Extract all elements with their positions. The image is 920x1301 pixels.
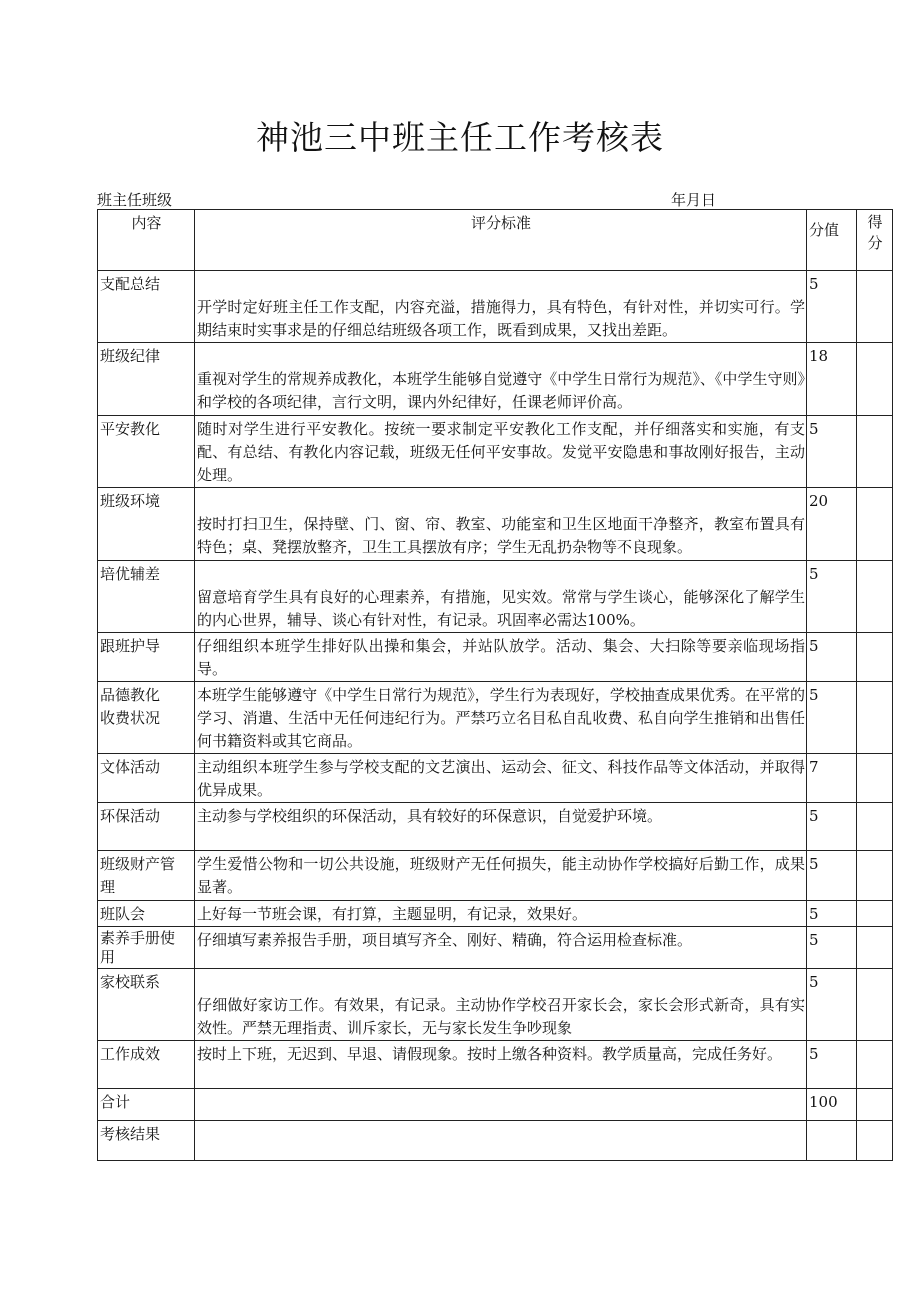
row-criteria: 留意培育学生具有良好的心理素养，有措施，见实效。常常与学生谈心，能够深化了解学生的内心世界，辅导、谈心有针对性，有记录。巩固率必需达100%。 xyxy=(195,561,807,633)
header-got: 得分 xyxy=(857,210,893,271)
row-score: 5 xyxy=(807,633,857,682)
row-criteria: 开学时定好班主任工作支配，内容充溢，措施得力，具有特色，有针对性，并切实可行。学期结束时实事求是的仔细总结班级各项工作，既看到成果，又找出差距。 xyxy=(195,271,807,343)
row-score: 5 xyxy=(807,416,857,488)
table-row xyxy=(98,343,893,416)
row-score: 7 xyxy=(807,754,857,803)
header-score: 分值 xyxy=(807,210,857,271)
row-criteria: 主动组织本班学生参与学校支配的文艺演出、运动会、征文、科技作品等文体活动，并取得优异成果。 xyxy=(195,754,807,803)
row-score: 5 xyxy=(807,901,857,927)
row-item: 班级环境 xyxy=(98,488,195,561)
row-criteria: 随时对学生进行平安教化。按统一要求制定平安教化工作支配，并仔细落实和实施，有支配、有总结、有教化内容记载，班级无任何平安事故。发觉平安隐患和事故刚好报告，主动处理。 xyxy=(195,416,807,488)
row-criteria: 主动参与学校组织的环保活动，具有较好的环保意识，自觉爱护环境。 xyxy=(195,803,807,851)
row-criteria xyxy=(195,1089,807,1121)
row-item: 文体活动 xyxy=(98,754,195,803)
header-criteria: 评分标准 xyxy=(195,210,807,271)
row-criteria: 本班学生能够遵守《中学生日常行为规范》，学生行为表现好，学校抽查成果优秀。在平常的学习、消遣、生活中无任何违纪行为。严禁巧立名目私自乱收费、私自向学生推销和出售任何书籍资料或其它商品。 xyxy=(195,682,807,754)
row-got xyxy=(857,927,893,969)
table-row xyxy=(98,1121,893,1161)
row-score: 100 xyxy=(807,1089,857,1121)
table-row xyxy=(98,1089,893,1121)
row-got xyxy=(857,754,893,803)
row-item: 环保活动 xyxy=(98,803,195,851)
table-row xyxy=(98,969,893,1041)
row-criteria xyxy=(195,1121,807,1161)
row-got xyxy=(857,851,893,901)
row-item: 工作成效 xyxy=(98,1041,195,1089)
header-content: 内容 xyxy=(98,210,195,271)
row-criteria: 上好每一节班会课，有打算，主题显明，有记录，效果好。 xyxy=(195,901,807,927)
row-item: 班级纪律 xyxy=(98,343,195,416)
table-row xyxy=(98,851,893,901)
row-criteria: 仔细做好家访工作。有效果，有记录。主动协作学校召开家长会，家长会形式新奇，具有实效性。严禁无理指责、训斥家长，无与家长发生争吵现象 xyxy=(195,969,807,1041)
row-item: 支配总结 xyxy=(98,271,195,343)
row-item: 班级财产管理 xyxy=(98,851,195,901)
row-got xyxy=(857,488,893,561)
row-score xyxy=(807,1121,857,1161)
table-row xyxy=(98,633,893,682)
row-score: 5 xyxy=(807,271,857,343)
table-row xyxy=(98,271,893,343)
row-score: 5 xyxy=(807,927,857,969)
table-row xyxy=(98,803,893,851)
table-row xyxy=(98,561,893,633)
evaluation-table xyxy=(97,209,893,1161)
row-got xyxy=(857,416,893,488)
row-score: 5 xyxy=(807,561,857,633)
row-got xyxy=(857,561,893,633)
row-item: 跟班护导 xyxy=(98,633,195,682)
row-criteria: 仔细组织本班学生排好队出操和集会，并站队放学。活动、集会、大扫除等要亲临现场指导。 xyxy=(195,633,807,682)
row-item: 素养手册使用 xyxy=(98,927,195,969)
row-score: 5 xyxy=(807,682,857,754)
row-score: 5 xyxy=(807,1041,857,1089)
row-criteria: 重视对学生的常规养成教化，本班学生能够自觉遵守《中学生日常行为规范》、《中学生守则》和学校的各项纪律，言行文明，课内外纪律好，任课老师评价高。 xyxy=(195,343,807,416)
row-score: 5 xyxy=(807,803,857,851)
row-criteria: 按时打扫卫生，保持壁、门、窗、帘、教室、功能室和卫生区地面干净整齐，教室布置具有特色；桌、凳摆放整齐，卫生工具摆放有序；学生无乱扔杂物等不良现象。 xyxy=(195,488,807,561)
teacher-class-label: 班主任班级 xyxy=(97,191,173,209)
row-item: 品德教化收费状况 xyxy=(98,682,195,754)
row-got xyxy=(857,901,893,927)
row-item: 家校联系 xyxy=(98,969,195,1041)
table-row xyxy=(98,1041,893,1089)
row-got xyxy=(857,343,893,416)
row-item: 培优辅差 xyxy=(98,561,195,633)
row-got xyxy=(857,1041,893,1089)
row-item: 考核结果 xyxy=(98,1121,195,1161)
table-row xyxy=(98,901,893,927)
table-header-row xyxy=(98,210,893,271)
row-got xyxy=(857,633,893,682)
row-got xyxy=(857,1121,893,1161)
row-item: 合计 xyxy=(98,1089,195,1121)
row-score: 18 xyxy=(807,343,857,416)
date-label: 年月日 xyxy=(671,191,717,209)
table-row xyxy=(98,488,893,561)
row-criteria: 学生爱惜公物和一切公共设施，班级财产无任何损失，能主动协作学校搞好后勤工作，成果显著。 xyxy=(195,851,807,901)
table-row xyxy=(98,416,893,488)
row-got xyxy=(857,803,893,851)
row-got xyxy=(857,682,893,754)
row-got xyxy=(857,1089,893,1121)
row-got xyxy=(857,271,893,343)
table-row xyxy=(98,927,893,969)
table-row xyxy=(98,682,893,754)
page-title: 神池三中班主任工作考核表 xyxy=(256,118,664,157)
row-item: 班队会 xyxy=(98,901,195,927)
row-criteria: 仔细填写素养报告手册，项目填写齐全、刚好、精确，符合运用检查标准。 xyxy=(195,927,807,969)
row-score: 20 xyxy=(807,488,857,561)
row-score: 5 xyxy=(807,851,857,901)
row-score: 5 xyxy=(807,969,857,1041)
row-item: 平安教化 xyxy=(98,416,195,488)
row-criteria: 按时上下班，无迟到、早退、请假现象。按时上缴各种资料。教学质量高，完成任务好。 xyxy=(195,1041,807,1089)
row-got xyxy=(857,969,893,1041)
table-row xyxy=(98,754,893,803)
